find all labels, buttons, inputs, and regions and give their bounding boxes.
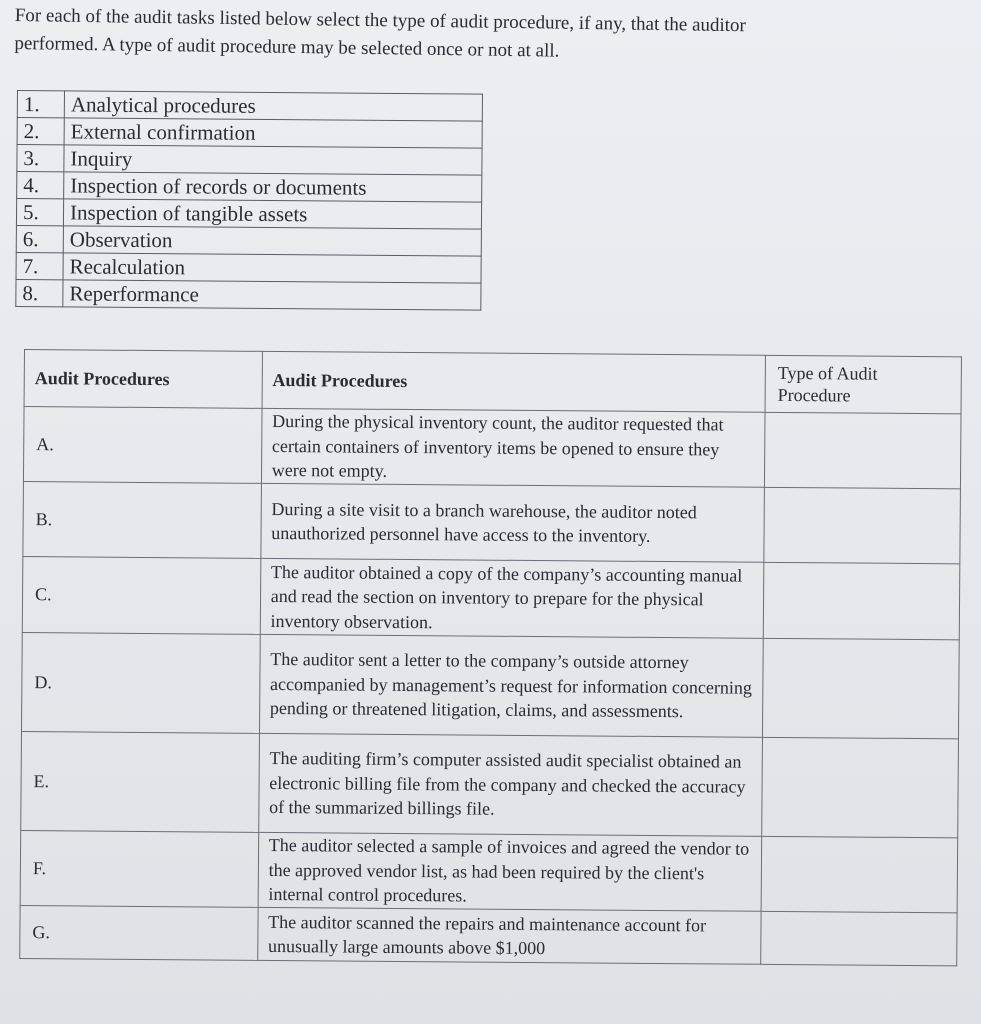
- answer-cell-g[interactable]: [761, 911, 957, 966]
- row-description: The auditor scanned the repairs and maintenance account for unusually large amounts above $1,000: [257, 907, 761, 964]
- audit-table-header-row: [24, 350, 961, 414]
- procedure-type-number: 4.: [17, 172, 64, 199]
- procedure-type-row: [17, 91, 482, 122]
- header-type-line-1: Type of Audit: [777, 362, 878, 384]
- procedure-types-list: [15, 90, 483, 311]
- row-description: The auditor obtained a copy of the company’s accounting manual and read the section on inventory to prepare for the physical inventory observation.: [260, 558, 764, 638]
- header-audit-procedures-letter: Audit Procedures: [24, 350, 262, 409]
- row-description: During a site visit to a branch warehouse, the auditor noted unauthorized personnel have access to the inventory.: [261, 483, 765, 562]
- audit-row-d: [21, 632, 959, 738]
- audit-row-a: [23, 407, 961, 489]
- row-description: The auditor sent a letter to the company’s outside attorney accompanied by management’s request for information concerning pending or threatened litigation, claims, and assessments.: [259, 634, 763, 737]
- instructions-text: [14, 2, 955, 71]
- procedure-type-name: Inspection of tangible assets: [63, 199, 481, 229]
- row-letter: B.: [23, 481, 261, 558]
- procedure-type-row: [16, 252, 481, 283]
- procedure-type-number: 8.: [16, 279, 63, 306]
- procedure-type-name: External confirmation: [64, 118, 482, 148]
- procedure-type-name: Analytical procedures: [64, 91, 482, 121]
- row-letter: E.: [21, 731, 259, 832]
- row-letter: C.: [22, 556, 260, 634]
- answer-cell-e[interactable]: [762, 737, 959, 838]
- row-letter: G.: [20, 905, 258, 960]
- procedure-type-name: Reperformance: [63, 280, 481, 310]
- procedure-type-number: 7.: [16, 252, 63, 279]
- procedure-type-name: Observation: [63, 226, 481, 256]
- procedure-type-name: Inspection of records or documents: [64, 172, 482, 202]
- procedure-type-row: [16, 199, 481, 230]
- row-description: During the physical inventory count, the auditor requested that certain containers of inventory items be opened to ensure they were not empty.: [261, 408, 765, 487]
- row-letter: F.: [20, 830, 258, 907]
- procedure-type-row: [17, 145, 482, 176]
- row-letter: D.: [21, 632, 259, 733]
- audit-row-b: [23, 481, 961, 563]
- procedure-type-row: [17, 172, 482, 203]
- answer-cell-a[interactable]: [764, 412, 961, 489]
- header-audit-procedures-description: Audit Procedures: [262, 351, 766, 412]
- procedure-type-number: 2.: [17, 118, 64, 145]
- audit-row-c: [22, 556, 960, 639]
- procedure-type-name: Inquiry: [64, 145, 482, 175]
- answer-cell-f[interactable]: [761, 836, 958, 913]
- row-letter: A.: [23, 407, 261, 484]
- row-description: The auditing firm’s computer assisted audit specialist obtained an electronic billing file from the company and checked the accuracy of the summarized billings file.: [258, 733, 762, 836]
- audit-row-f: [20, 830, 958, 912]
- audit-row-e: [21, 731, 959, 837]
- header-type-line-2: Procedure: [777, 384, 851, 406]
- header-type-of-audit-procedure: [765, 355, 961, 414]
- row-description: The auditor selected a sample of invoices and agreed the vendor to the approved vendor list, as had been required by the client's internal control procedures.: [258, 832, 762, 911]
- answer-cell-c[interactable]: [763, 562, 960, 640]
- procedure-type-row: [16, 279, 481, 310]
- procedure-type-number: 3.: [17, 145, 64, 172]
- procedure-type-number: 1.: [17, 91, 64, 118]
- audit-procedures-table: [19, 349, 962, 966]
- answer-cell-d[interactable]: [762, 638, 959, 739]
- procedure-type-row: [16, 225, 481, 256]
- instructions-line-1: For each of the audit tasks listed below select the type of audit procedure, if any, that the auditor: [14, 4, 746, 37]
- instructions-line-2: performed. A type of audit procedure may be selected once or not at all.: [14, 32, 560, 62]
- procedure-type-number: 6.: [16, 225, 63, 252]
- procedure-type-row: [17, 118, 482, 149]
- answer-cell-b[interactable]: [764, 487, 961, 564]
- audit-row-g: [20, 905, 957, 965]
- procedure-type-number: 5.: [16, 199, 63, 226]
- procedure-type-name: Recalculation: [63, 253, 481, 283]
